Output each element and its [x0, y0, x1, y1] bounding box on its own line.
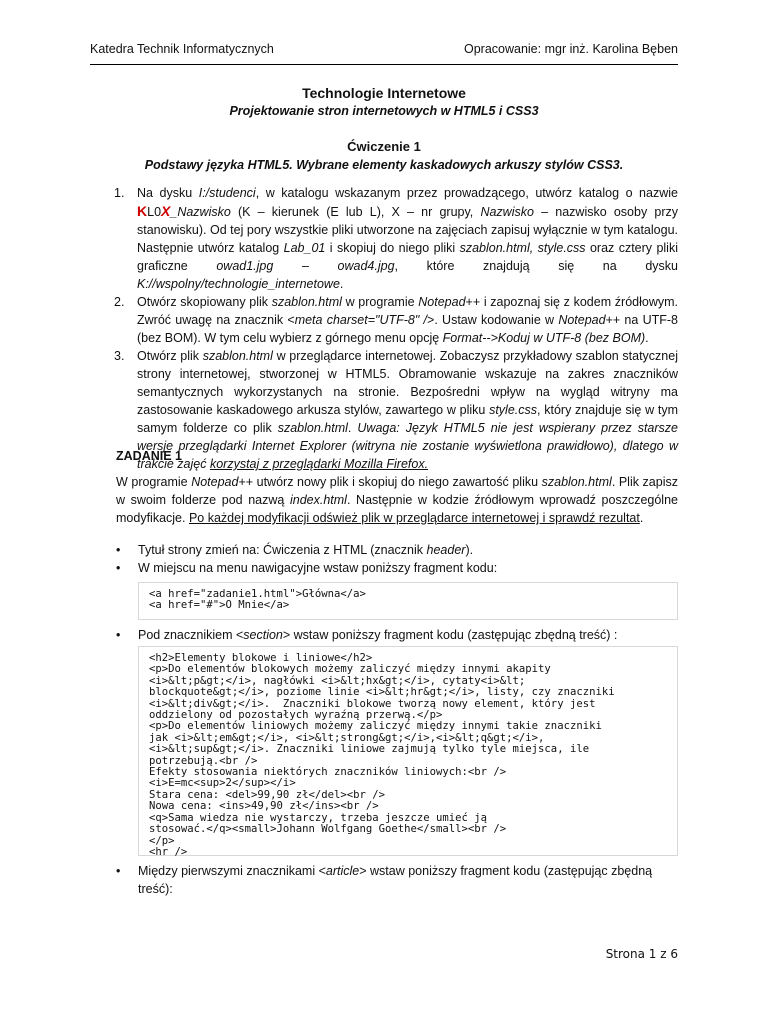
document-title: Technologie Internetowe	[302, 85, 466, 101]
step-text: Na dysku I:/studenci, w katalogu wskazanym przez prowadzącego, utwórz katalog o nazwie KL0X_Nazwisko (K – kierunek (E lub L), X – nr grupy, Nazwisko – nazwisko osoby przy stanowisku). Od tej pory wszystkie pliki utworzone na zajęciach zapisuj wyłącznie w tym katalogu. Następnie utwórz katalog Lab_01 i skopiuj do niego pliki szablon.html, style.css oraz cztery pliki graficzne owad1.jpg – owad4.jpg, które znajdują się na dysku K://wspolny/technologie_internetowe.	[137, 186, 678, 291]
step-text: Otwórz skopiowany plik szablon.html w programie Notepad++ i zapoznaj się z kodem źródłowym. Zwróć uwagę na znacznik <meta charset="UTF-8" />. Ustaw kodowanie w Notepad++ na UTF-8 (bez BOM). W tym celu wybierz z górnego menu opcję Format-->Koduj w UTF-8 (bez BOM).	[137, 295, 678, 345]
title-block	[90, 84, 678, 174]
page-header	[90, 42, 678, 65]
bullet-text: W miejscu na menu nawigacyjne wstaw poniższy fragment kodu:	[138, 561, 498, 575]
document-subtitle: Projektowanie stron internetowych w HTML5 i CSS3	[229, 104, 539, 118]
bullet-icon: •	[116, 864, 121, 878]
firefox-note: korzystaj z przeglądarki Mozilla Firefox.	[209, 457, 429, 471]
task-intro: W programie Notepad++ utwórz nowy plik i skopiuj do niego zawartość pliku szablon.html. Plik zapisz w swoim folderze pod nazwą index.html. Następnie w kodzie źródłowym wprowadź poszczególne modyfikacje. Po każdej modyfikacji odśwież plik w przeglądarce internetowej i sprawdź rezultat.	[116, 475, 678, 525]
bullet-text: Między pierwszymi znacznikami <article> wstaw poniższy fragment kodu (zastępując zbędną treść):	[138, 864, 653, 896]
bullet-text: Tytuł strony zmień na: Ćwiczenia z HTML (znacznik header).	[138, 543, 474, 557]
step-text: Otwórz plik szablon.html w przeglądarce internetowej. Zobaczysz przykładowy szablon statycznej strony internetowej, stworzonej w HTML5. Obramowanie wskazuje na zakres znaczników semantycznych wykorzystanych na stronie. Bezpośredni wpływ na wygląd witryny ma zastosowanie kaskadowego arkusza stylów, zawartego w pliku style.css, który znajduje się w tym samym folderze co plik szablon.html. Uwaga: Język HTML5 nie jest wspierany przez starsze wersje przeglądarki Internet Explorer (witryna nie zostanie wyświetlona prawidłowo), dlatego w trakcie zajęć korzystaj z przeglądarki Mozilla Firefox.	[137, 349, 678, 471]
instruction-step	[90, 293, 678, 347]
browser-note: Uwaga: Język HTML5 nie jest wspierany przez starsze wersje przeglądarki Internet Explorer (witryna nie zostanie wyświetlona prawidłowo), dlatego w trakcie zajęć	[137, 421, 678, 471]
bullet-icon: •	[116, 628, 121, 642]
step-number: 3.	[114, 349, 125, 363]
bullet-item	[116, 862, 678, 898]
bullet-item	[116, 559, 678, 577]
instruction-list	[90, 184, 678, 473]
code-block-nav: <a href="zadanie1.html">Główna</a> <a href="#">O Mnie</a>	[138, 582, 678, 620]
bullet-icon: •	[116, 543, 121, 557]
bullet-icon: •	[116, 561, 121, 575]
bullet-item	[116, 626, 678, 644]
step-number: 2.	[114, 295, 125, 309]
header-department: Katedra Technik Informatycznych	[90, 42, 274, 56]
bullet-item	[116, 541, 678, 559]
bullet-text: Pod znacznikiem <section> wstaw poniższy fragment kodu (zastępując zbędną treść) :	[138, 628, 618, 642]
exercise-title: Ćwiczenie 1	[347, 139, 421, 154]
instruction-step	[90, 184, 678, 293]
page-number: Strona 1 z 6	[605, 947, 678, 961]
task-heading: ZADANIE 1	[116, 449, 182, 463]
step-number: 1.	[114, 186, 125, 200]
header-author: Opracowanie: mgr inż. Karolina Bęben	[463, 42, 678, 56]
exercise-subtitle: Podstawy języka HTML5. Wybrane elementy kaskadowych arkuszy stylów CSS3.	[144, 158, 624, 172]
code-block-section: <h2>Elementy blokowe i liniowe</h2> <p>Do elementów blokowych możemy zaliczyć między innymi akapity <i>&lt;p&gt;</i>, nagłówki <i>&lt;hx&gt;</i>, cytaty<i>&lt; blockquote&gt;</i>, poziome linie <i>&lt;hr&gt;</i>, listy, czy znaczniki <i>&lt;div&gt;</i>. Znaczniki blokowe tworzą nowy element, który jest oddzielony od pozostałych wyraźną przerwą.</p> <p>Do elementów liniowych możemy zaliczyć między innymi takie znaczniki jak <i>&lt;em&gt;</i>, <i>&lt;strong&gt;</i>,<i>&lt;q&gt;</i>, <i>&lt;sup&gt;</i>. Znaczniki liniowe zajmują tylko tyle miejsca, ile potrzebują.<br /> Efekty stosowania niektórych znaczników liniowych:<br /> <i>E=mc<sup>2</sup></i> Stara cena: <del>99,90 zł</del><br /> Nowa cena: <ins>49,90 zł</ins><br /> <q>Sama wiedza nie wystarczy, trzeba jeszcze umieć ją stosować.</q><small>Johann Wolfgang Goethe</small><br /> </p> <hr />	[138, 646, 678, 856]
